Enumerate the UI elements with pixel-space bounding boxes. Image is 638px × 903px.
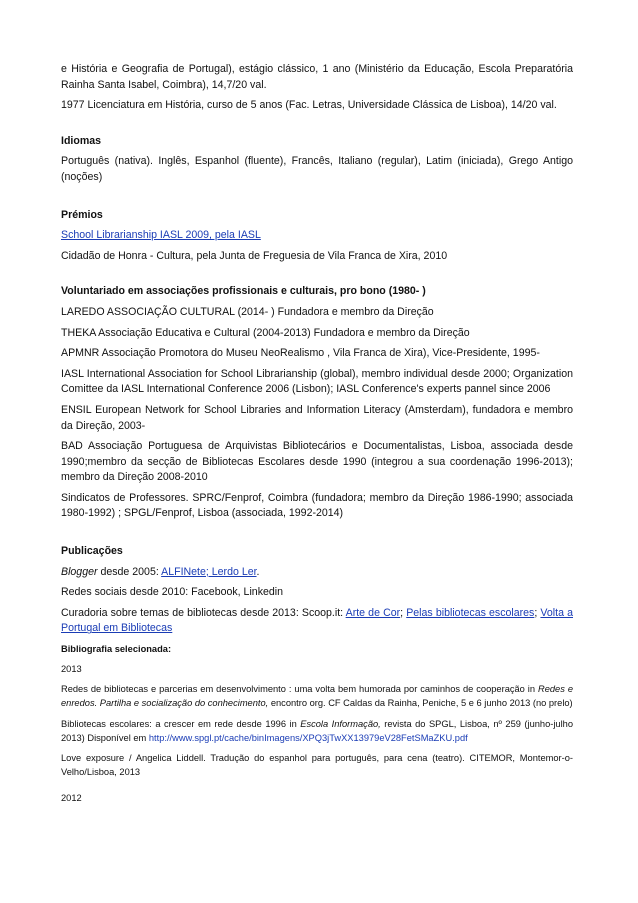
volunteer-item: IASL International Association for School Librarianship (global), membro individual desde 2000; Organization Comittee da IASL International Conference 2006 (Lisbon); IASL Conference's experts pannel since 2006: [61, 367, 573, 396]
cv-page: [61, 62, 573, 806]
volunteer-item: LAREDO ASSOCIAÇÃO CULTURAL (2014- ) Fundadora e membro da Direção: [61, 305, 434, 318]
reference-item: [61, 682, 573, 710]
award-link-iasl[interactable]: School Librarianship IASL 2009, pela IASL: [61, 229, 261, 242]
blogger-label: Blogger: [61, 565, 98, 578]
ref2-text-a: Bibliotecas escolares: a crescer em rede desde 1996 in: [61, 718, 301, 729]
curation-link-volta-portugal[interactable]: Volta a Portugal em Bibliotecas: [61, 606, 573, 635]
languages-heading: Idiomas: [61, 134, 102, 147]
publication-social: Redes sociais desde 2010: Facebook, Linkedin: [61, 586, 284, 599]
ref2-url[interactable]: http://www.spgl.pt/cache/binImagens/XPQ3jTwXX13979eV28FetSMaZKU.pdf: [148, 732, 468, 743]
education-line-1: e História e Geografia de Portugal), estágio clássico, 1 ano (Ministério da Educação, Escola Preparatória Rainha Santa Isabel, Coimbra), 14,7/20 val.: [61, 63, 573, 91]
blogger-link[interactable]: ALFINete; Lerdo Ler: [161, 565, 257, 578]
volunteer-item: ENSIL European Network for School Libraries and Information Literacy (Amsterdam), fundadora e membro da Direção, 2003-: [61, 403, 573, 432]
award-item-iasl: [61, 228, 573, 244]
volunteer-item: APMNR Associação Promotora do Museu NeoRealismo , Vila Franca de Xira), Vice-Presidente, 1995-: [61, 347, 540, 360]
languages-text: Português (nativa). Inglês, Espanhol (fluente), Francês, Italiano (regular), Latim (iniciada), Grego Antigo (noções): [61, 155, 573, 183]
volunteer-item: BAD Associação Portuguesa de Arquivistas Bibliotecários e Documentalistas, Lisboa, associada desde 1990;membro da secção de Bibliotecas Escolares desde 1990 (integrou a sua coordenação 1996-2013); membro da Direção 2008-2010: [61, 440, 573, 484]
curation-separator: ;: [400, 606, 407, 619]
ref2-italic: Escola Informação,: [300, 718, 381, 729]
publication-blogger: [61, 565, 573, 581]
ref1-italic: Redes e enredos. Partilha e socialização do conhecimento,: [61, 684, 573, 709]
education-line-2: 1977 Licenciatura em História, curso de 5 anos (Fac. Letras, Universidade Clássica de Lisboa), 14/20 val.: [61, 99, 557, 112]
ref2-text-b: revista do SPGL, Lisboa, nº 259 (junho-julho 2013) Disponível em: [61, 718, 573, 743]
year-2012: 2012: [61, 793, 82, 804]
ref1-text-a: Redes de bibliotecas e parcerias em desenvolvimento : uma volta bem humorada por caminhos de cooperação in: [61, 684, 538, 695]
curation-link-arte-de-cor[interactable]: Arte de Cor: [345, 606, 401, 619]
curation-text: Curadoria sobre temas de bibliotecas desde 2013: Scoop.it:: [61, 606, 346, 619]
curation-link-bibliotecas-escolares[interactable]: Pelas bibliotecas escolares: [406, 606, 535, 619]
award-item-cidadao: Cidadão de Honra - Cultura, pela Junta de Freguesia de Vila Franca de Xira, 2010: [61, 249, 448, 262]
publication-curation: [61, 606, 573, 637]
bibliography-heading: Bibliografia selecionada:: [61, 644, 172, 655]
reference-item: [61, 717, 573, 745]
awards-heading: Prémios: [61, 208, 103, 221]
publications-heading: Publicações: [61, 545, 123, 558]
curation-separator: ;: [534, 606, 541, 619]
volunteer-item: Sindicatos de Professores. SPRC/Fenprof, Coimbra (fundadora; membro da Direção 1986-1990; associada 1980-1992) ; SPGL/Fenprof, Lisboa (associada, 1992-2014): [61, 491, 573, 520]
blogger-end: .: [256, 565, 260, 578]
volunteer-item: THEKA Associação Educativa e Cultural (2004-2013) Fundadora e membro da Direção: [61, 326, 470, 339]
year-2013: 2013: [61, 664, 82, 675]
volunteering-heading: Voluntariado em associações profissionais e culturais, pro bono (1980- ): [61, 285, 426, 298]
reference-item: Love exposure / Angelica Liddell. Tradução do espanhol para português, para cena (teatro). CITEMOR, Montemor-o-Velho/Lisboa, 2013: [61, 753, 573, 778]
ref1-text-b: encontro org. CF Caldas da Rainha, Peniche, 5 e 6 junho 2013 (no prelo): [268, 698, 573, 709]
blogger-text: desde 2005:: [97, 565, 162, 578]
